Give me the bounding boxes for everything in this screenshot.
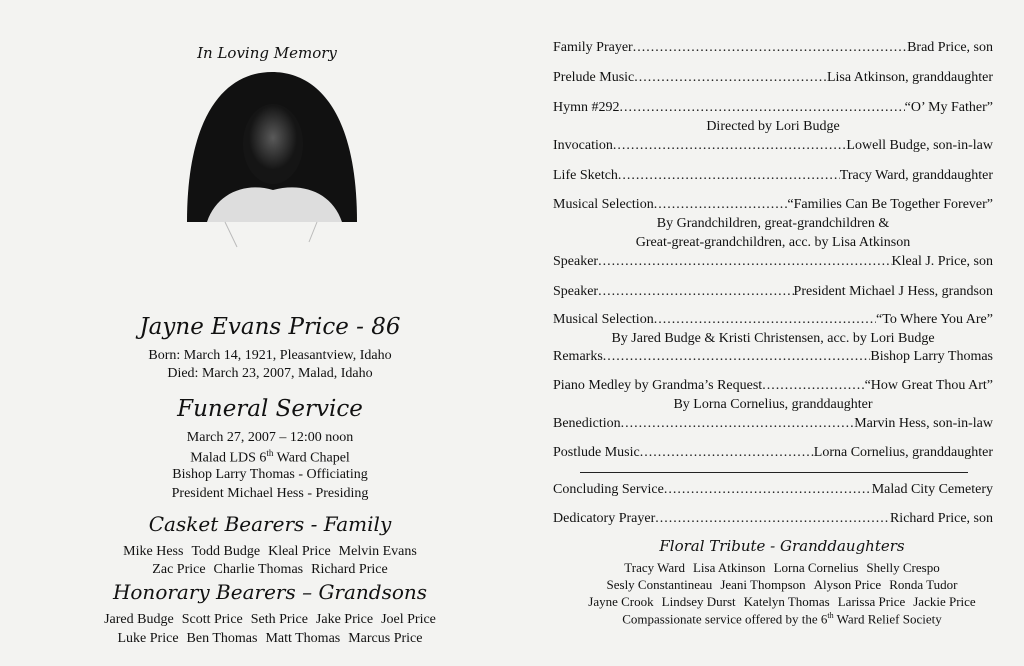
honorary-line-2: Luke Price Ben Thomas Matt Thomas Marcus Price [117, 631, 423, 646]
program-item: Dedicatory Prayer ..... Richard Price, son [553, 511, 993, 527]
program-item: Speaker ..... President Michael J Hess, grandson [553, 284, 993, 300]
program-item: Concluding Service ..... Malad City Cemetery [553, 482, 993, 498]
program-panel [540, 0, 1024, 666]
honorary-line-1: Jared Budge Scott Price Seth Price Jake Price Joel Price [104, 612, 436, 627]
program-item: Piano Medley by Grandma’s Request ..... “How Great Thou Art” [553, 378, 993, 394]
floral-line-2: Sesly Constantineau Jeani Thompson Alyson Price Ronda Tudor [606, 577, 958, 592]
service-presiding: President Michael Hess - Presiding [171, 486, 369, 501]
died-line: Died: March 23, 2007, Malad, Idaho [167, 366, 373, 381]
service-chapel: Malad LDS 6th Ward Chapel [190, 448, 350, 466]
service-officiating: Bishop Larry Thomas - Officiating [172, 467, 368, 482]
casket-line-2: Zac Price Charlie Thomas Richard Price [152, 562, 388, 577]
program-item: Hymn #292 ..... “O’ My Father” [553, 100, 993, 116]
floral-line-1: Tracy Ward Lisa Atkinson Lorna Cornelius Shelly Crespo [624, 560, 940, 575]
casket-heading: Casket Bearers - Family [148, 512, 392, 536]
program-note: By Jared Budge & Kristi Christensen, acc. by Lori Budge [611, 331, 935, 346]
deceased-name: Jayne Evans Price - 86 [139, 314, 401, 340]
service-heading: Funeral Service [177, 396, 363, 422]
service-date: March 27, 2007 – 12:00 noon [186, 430, 354, 445]
program-item: Invocation ..... Lowell Budge, son-in-law [553, 138, 993, 154]
program-item: Musical Selection ..... “To Where You Are” [553, 312, 993, 328]
program-item: Musical Selection ..... “Families Can Be Together Forever” [553, 197, 993, 213]
compassionate-service: Compassionate service offered by the 6th Ward Relief Society [622, 611, 942, 627]
program-item: Remarks ..... Bishop Larry Thomas [553, 349, 993, 365]
born-line: Born: March 14, 1921, Pleasantview, Idaho [148, 348, 392, 363]
program-note: Great-great-grandchildren, acc. by Lisa Atkinson [635, 235, 911, 250]
program-item: Prelude Music ..... Lisa Atkinson, granddaughter [553, 70, 993, 86]
program-note: By Grandchildren, great-grandchildren & [656, 216, 890, 231]
program-note: Directed by Lori Budge [706, 119, 840, 134]
program-item: Family Prayer ..... Brad Price, son [553, 40, 993, 56]
floral-heading: Floral Tribute - Granddaughters [659, 537, 905, 555]
portrait-photo [187, 72, 357, 262]
casket-line-1: Mike Hess Todd Budge Kleal Price Melvin Evans [123, 544, 417, 559]
program-item: Life Sketch ..... Tracy Ward, granddaughter [553, 168, 993, 184]
divider [580, 472, 968, 473]
program-item: Speaker ..... Kleal J. Price, son [553, 254, 993, 270]
in-loving-memory: In Loving Memory [197, 44, 337, 62]
honorary-heading: Honorary Bearers – Grandsons [112, 580, 428, 604]
program-note: By Lorna Cornelius, granddaughter [673, 397, 873, 412]
floral-line-3: Jayne Crook Lindsey Durst Katelyn Thomas Larissa Price Jackie Price [588, 594, 976, 609]
program-item: Benediction ..... Marvin Hess, son-in-law [553, 416, 993, 432]
program-item: Postlude Music ..... Lorna Cornelius, granddaughter [553, 445, 993, 461]
